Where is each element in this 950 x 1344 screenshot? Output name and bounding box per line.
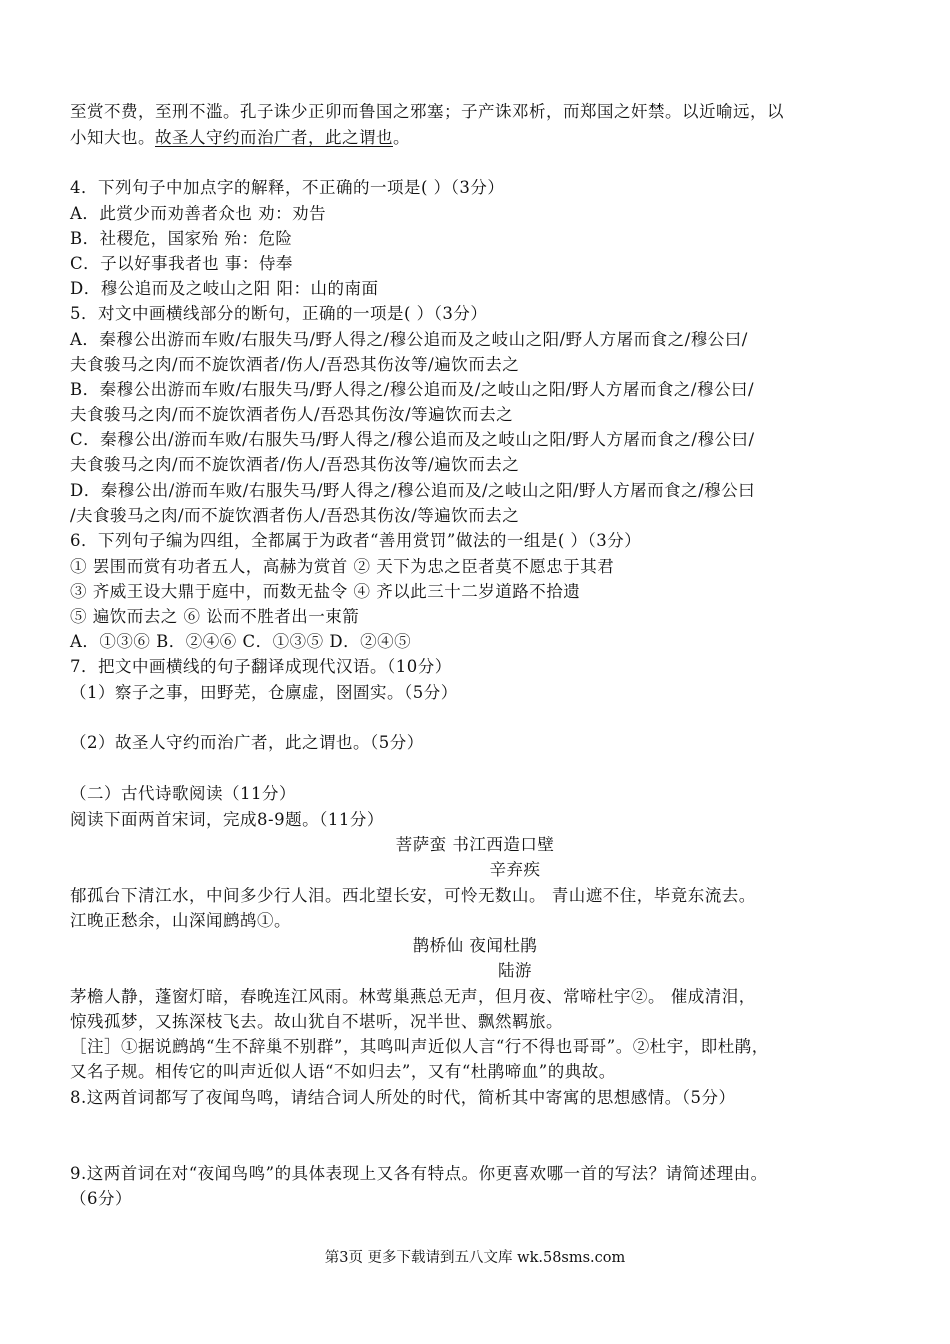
passage-line-2-start: 小知大也。 (70, 128, 155, 147)
section-2-intro: 阅读下面两首宋词，完成8-9题。（11分） (70, 810, 384, 829)
question-9-stem-line-1: 9.这两首词在对“夜闻鸟鸣”的具体表现上又各有特点。你更喜欢哪一首的写法？请简述理由。 (70, 1164, 768, 1183)
question-5-option-c-line-2: 夫食骏马之肉/而不旋饮酒者/伤人/吾恐其伤汝等/遍饮而去之 (70, 455, 520, 474)
question-7-stem: 7．把文中画横线的句子翻译成现代汉语。（10分） (70, 657, 452, 676)
passage-line-2 (70, 126, 890, 150)
question-4-option-b: B．社稷危，国家殆 殆：危险 (70, 229, 293, 248)
poem-2-line-1: 茅檐人静，蓬窗灯暗，春晚连江风雨。林莺巢燕总无声，但月夜、常啼杜宇②。 催成清泪， (70, 987, 756, 1006)
poem-1-author: 辛弃疾 (489, 860, 541, 879)
question-5-option-b-line-2: 夫食骏马之肉/而不旋饮酒者伤人/吾恐其伤汝/等遍饮而去之 (70, 405, 514, 424)
question-6-items-row-1: ① 罢围而赏有功者五人，高赫为赏首 ② 天下为忠之臣者莫不愿忠于其君 (70, 557, 615, 576)
question-6-options: A．①③⑥ B．②④⑥ C．①③⑤ D．②④⑤ (70, 632, 412, 651)
question-8-stem: 8.这两首词都写了夜闻鸟鸣，请结合词人所处的时代，简析其中寄寓的思想感情。（5分） (70, 1088, 736, 1107)
section-2-heading: （二）古代诗歌阅读（11分） (70, 784, 296, 803)
question-4-option-a: A．此赏少而劝善者众也 劝：劝告 (70, 204, 327, 223)
poem-1-line-1: 郁孤台下清江水，中间多少行人泪。西北望长安，可怜无数山。 青山遮不住，毕竟东流去。 (70, 886, 756, 905)
question-5-option-a-line-1: A．秦穆公出游而车败/右服失马/野人得之/穆公追而及之岐山之阳/野人方屠而食之/穆公曰/ (70, 330, 748, 349)
passage-line-2-end: 。 (393, 128, 410, 147)
question-4-option-c: C．子以好事我者也 事：侍奉 (70, 254, 293, 273)
poem-2-author: 陆游 (498, 961, 532, 980)
question-7-sentence-1: （1）察子之事，田野芜，仓廪虚，囹圄实。（5分） (70, 683, 458, 702)
annotation-line-2: 又名子规。相传它的叫声近似人语“不如归去”，又有“杜鹃啼血”的典故。 (70, 1062, 616, 1081)
poem-1-title: 菩萨蛮 书江西造口壁 (395, 835, 555, 854)
question-7-sentence-2: （2）故圣人守约而治广者，此之谓也。（5分） (70, 733, 424, 752)
question-6-items-row-2: ③ 齐威王设大鼎于庭中，而数无盐令 ④ 齐以此三十二岁道路不拾遗 (70, 582, 581, 601)
poem-2-line-2: 惊残孤梦，又拣深枝飞去。故山犹自不堪听，况半世、飘然羁旅。 (70, 1012, 563, 1031)
question-5-option-a-line-2: 夫食骏马之肉/而不旋饮酒者/伤人/吾恐其伤汝等/遍饮而去之 (70, 355, 520, 374)
annotation-line-1: ［注］①据说鹧鸪“生不辞巢不别群”，其鸣叫声近似人言“行不得也哥哥”。②杜宇，即杜鹃， (70, 1037, 769, 1056)
page-footer: 第3页 更多下载请到五八文库 wk.58sms.com (324, 1250, 626, 1266)
question-4-option-d: D．穆公追而及之岐山之阳 阳：山的南面 (70, 279, 379, 298)
question-6-stem: 6．下列句子编为四组，全都属于为政者“善用赏罚”做法的一组是( ）（3分） (70, 531, 642, 550)
question-6-items-row-3: ⑤ 遍饮而去之 ⑥ 讼而不胜者出一束箭 (70, 607, 360, 626)
question-5-option-d-line-2: /夫食骏马之肉/而不旋饮酒者伤人/吾恐其伤汝/等遍饮而去之 (70, 506, 520, 525)
question-5-option-c-line-1: C．秦穆公出/游而车败/右服失马/野人得之/穆公追而及之岐山之阳/野人方屠而食之/穆公曰/ (70, 430, 755, 449)
question-4-stem: 4．下列句子中加点字的解释，不正确的一项是( ）（3分） (70, 178, 505, 197)
question-5-option-d-line-1: D．秦穆公出/游而车败/右服失马/野人得之/穆公追而及/之岐山之阳/野人方屠而食之/穆公曰 (70, 481, 756, 500)
question-9-stem-line-2: （6分） (70, 1189, 132, 1208)
underlined-sentence: 故圣人守约而治广者，此之谓也 (155, 128, 393, 147)
poem-2-title: 鹊桥仙 夜闻杜鹃 (412, 936, 538, 955)
poem-1-line-2: 江晚正愁余，山深闻鹧鸪①。 (70, 911, 291, 930)
question-5-stem: 5．对文中画横线部分的断句，正确的一项是( ）（3分） (70, 304, 488, 323)
passage-line-1: 至赏不费，至刑不滥。孔子诛少正卯而鲁国之邪塞；子产诛邓析，而郑国之奸禁。以近喻远，以 (70, 102, 784, 121)
question-5-option-b-line-1: B．秦穆公出游而车败/右服失马/野人得之/穆公追而及/之岐山之阳/野人方屠而食之/穆公曰/ (70, 380, 755, 399)
